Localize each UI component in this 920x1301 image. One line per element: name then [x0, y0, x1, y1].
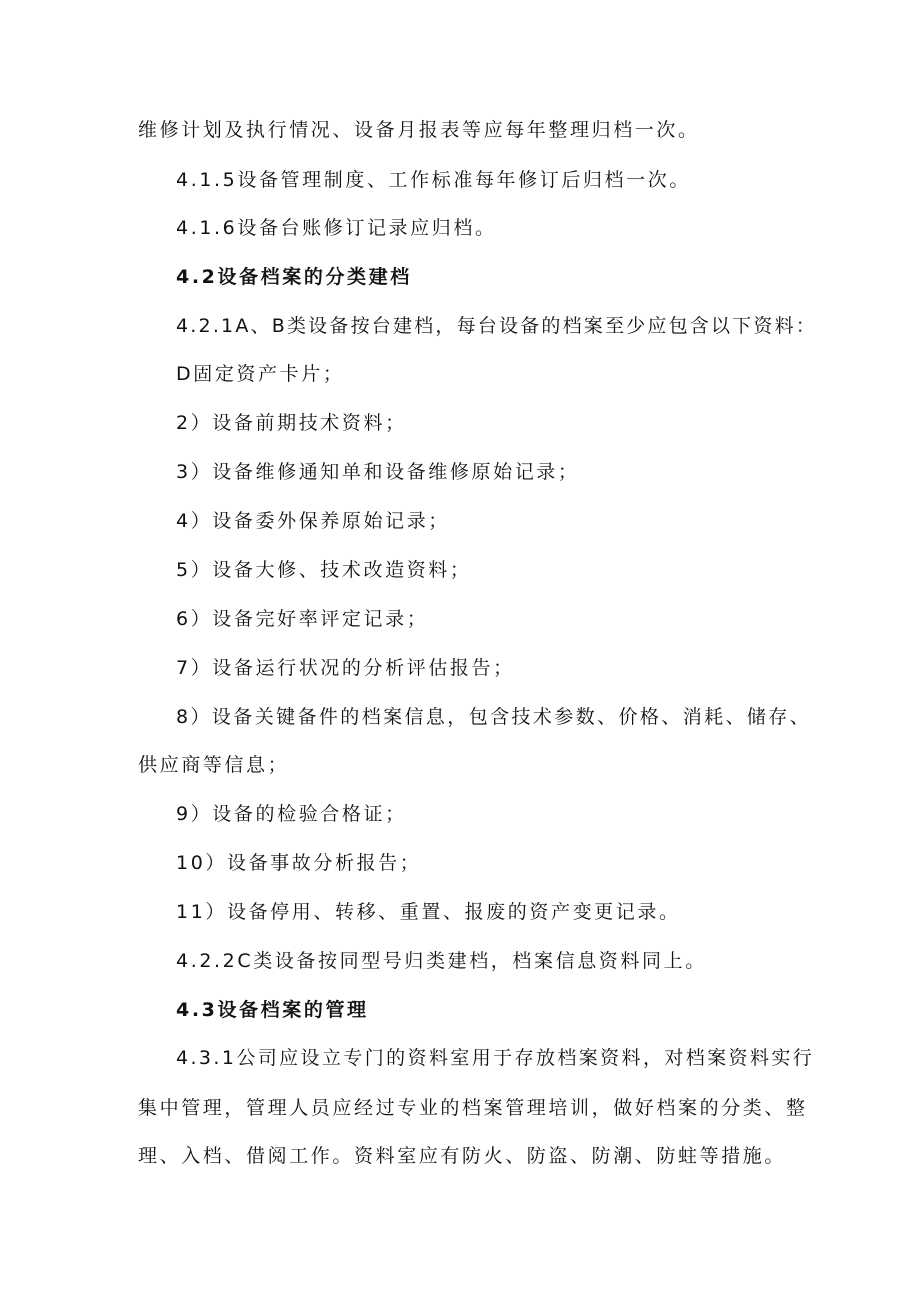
list-item-7: 7）设备运行状况的分析评估报告； — [176, 657, 515, 679]
clause-4-3-1-continued: 集中管理，管理人员应经过专业的档案管理培训，做好档案的分类、整 — [138, 1097, 808, 1119]
clause-4-1-6: 4.1.6设备台账修订记录应归档。 — [176, 217, 497, 239]
list-item-4: 4）设备委外保养原始记录； — [176, 510, 450, 532]
list-item-6: 6）设备完好率评定记录； — [176, 608, 429, 630]
clause-4-3-1: 4.3.1公司应设立专门的资料室用于存放档案资料，对档案资料实行 — [176, 1047, 815, 1069]
list-item-1: D固定资产卡片； — [176, 363, 345, 385]
list-item-5: 5）设备大修、技术改造资料； — [176, 559, 472, 581]
list-item-10: 10）设备事故分析报告； — [176, 852, 422, 874]
list-item-8: 8）设备关键备件的档案信息，包含技术参数、价格、消耗、储存、 — [176, 706, 812, 728]
list-item-11: 11）设备停用、转移、重置、报废的资产变更记录。 — [176, 901, 681, 923]
paragraph-line: 维修计划及执行情况、设备月报表等应每年整理归档一次。 — [138, 119, 700, 141]
clause-4-1-5: 4.1.5设备管理制度、工作标准每年修订后归档一次。 — [176, 169, 691, 191]
clause-4-3-1-continued: 理、入档、借阅工作。资料室应有防火、防盗、防潮、防蛀等措施。 — [138, 1145, 787, 1167]
list-item-3: 3）设备维修通知单和设备维修原始记录； — [176, 461, 580, 483]
list-item-8-continued: 供应商等信息； — [138, 754, 290, 776]
section-heading-4-3: 4.3设备档案的管理 — [176, 999, 369, 1021]
section-heading-4-2: 4.2设备档案的分类建档 — [176, 266, 412, 288]
clause-4-2-2: 4.2.2C类设备按同型号归类建档，档案信息资料同上。 — [176, 950, 707, 972]
list-item-2: 2）设备前期技术资料； — [176, 412, 407, 434]
clause-4-2-1: 4.2.1A、B类设备按台建档，每台设备的档案至少应包含以下资料： — [176, 315, 817, 337]
list-item-9: 9）设备的检验合格证； — [176, 803, 407, 825]
